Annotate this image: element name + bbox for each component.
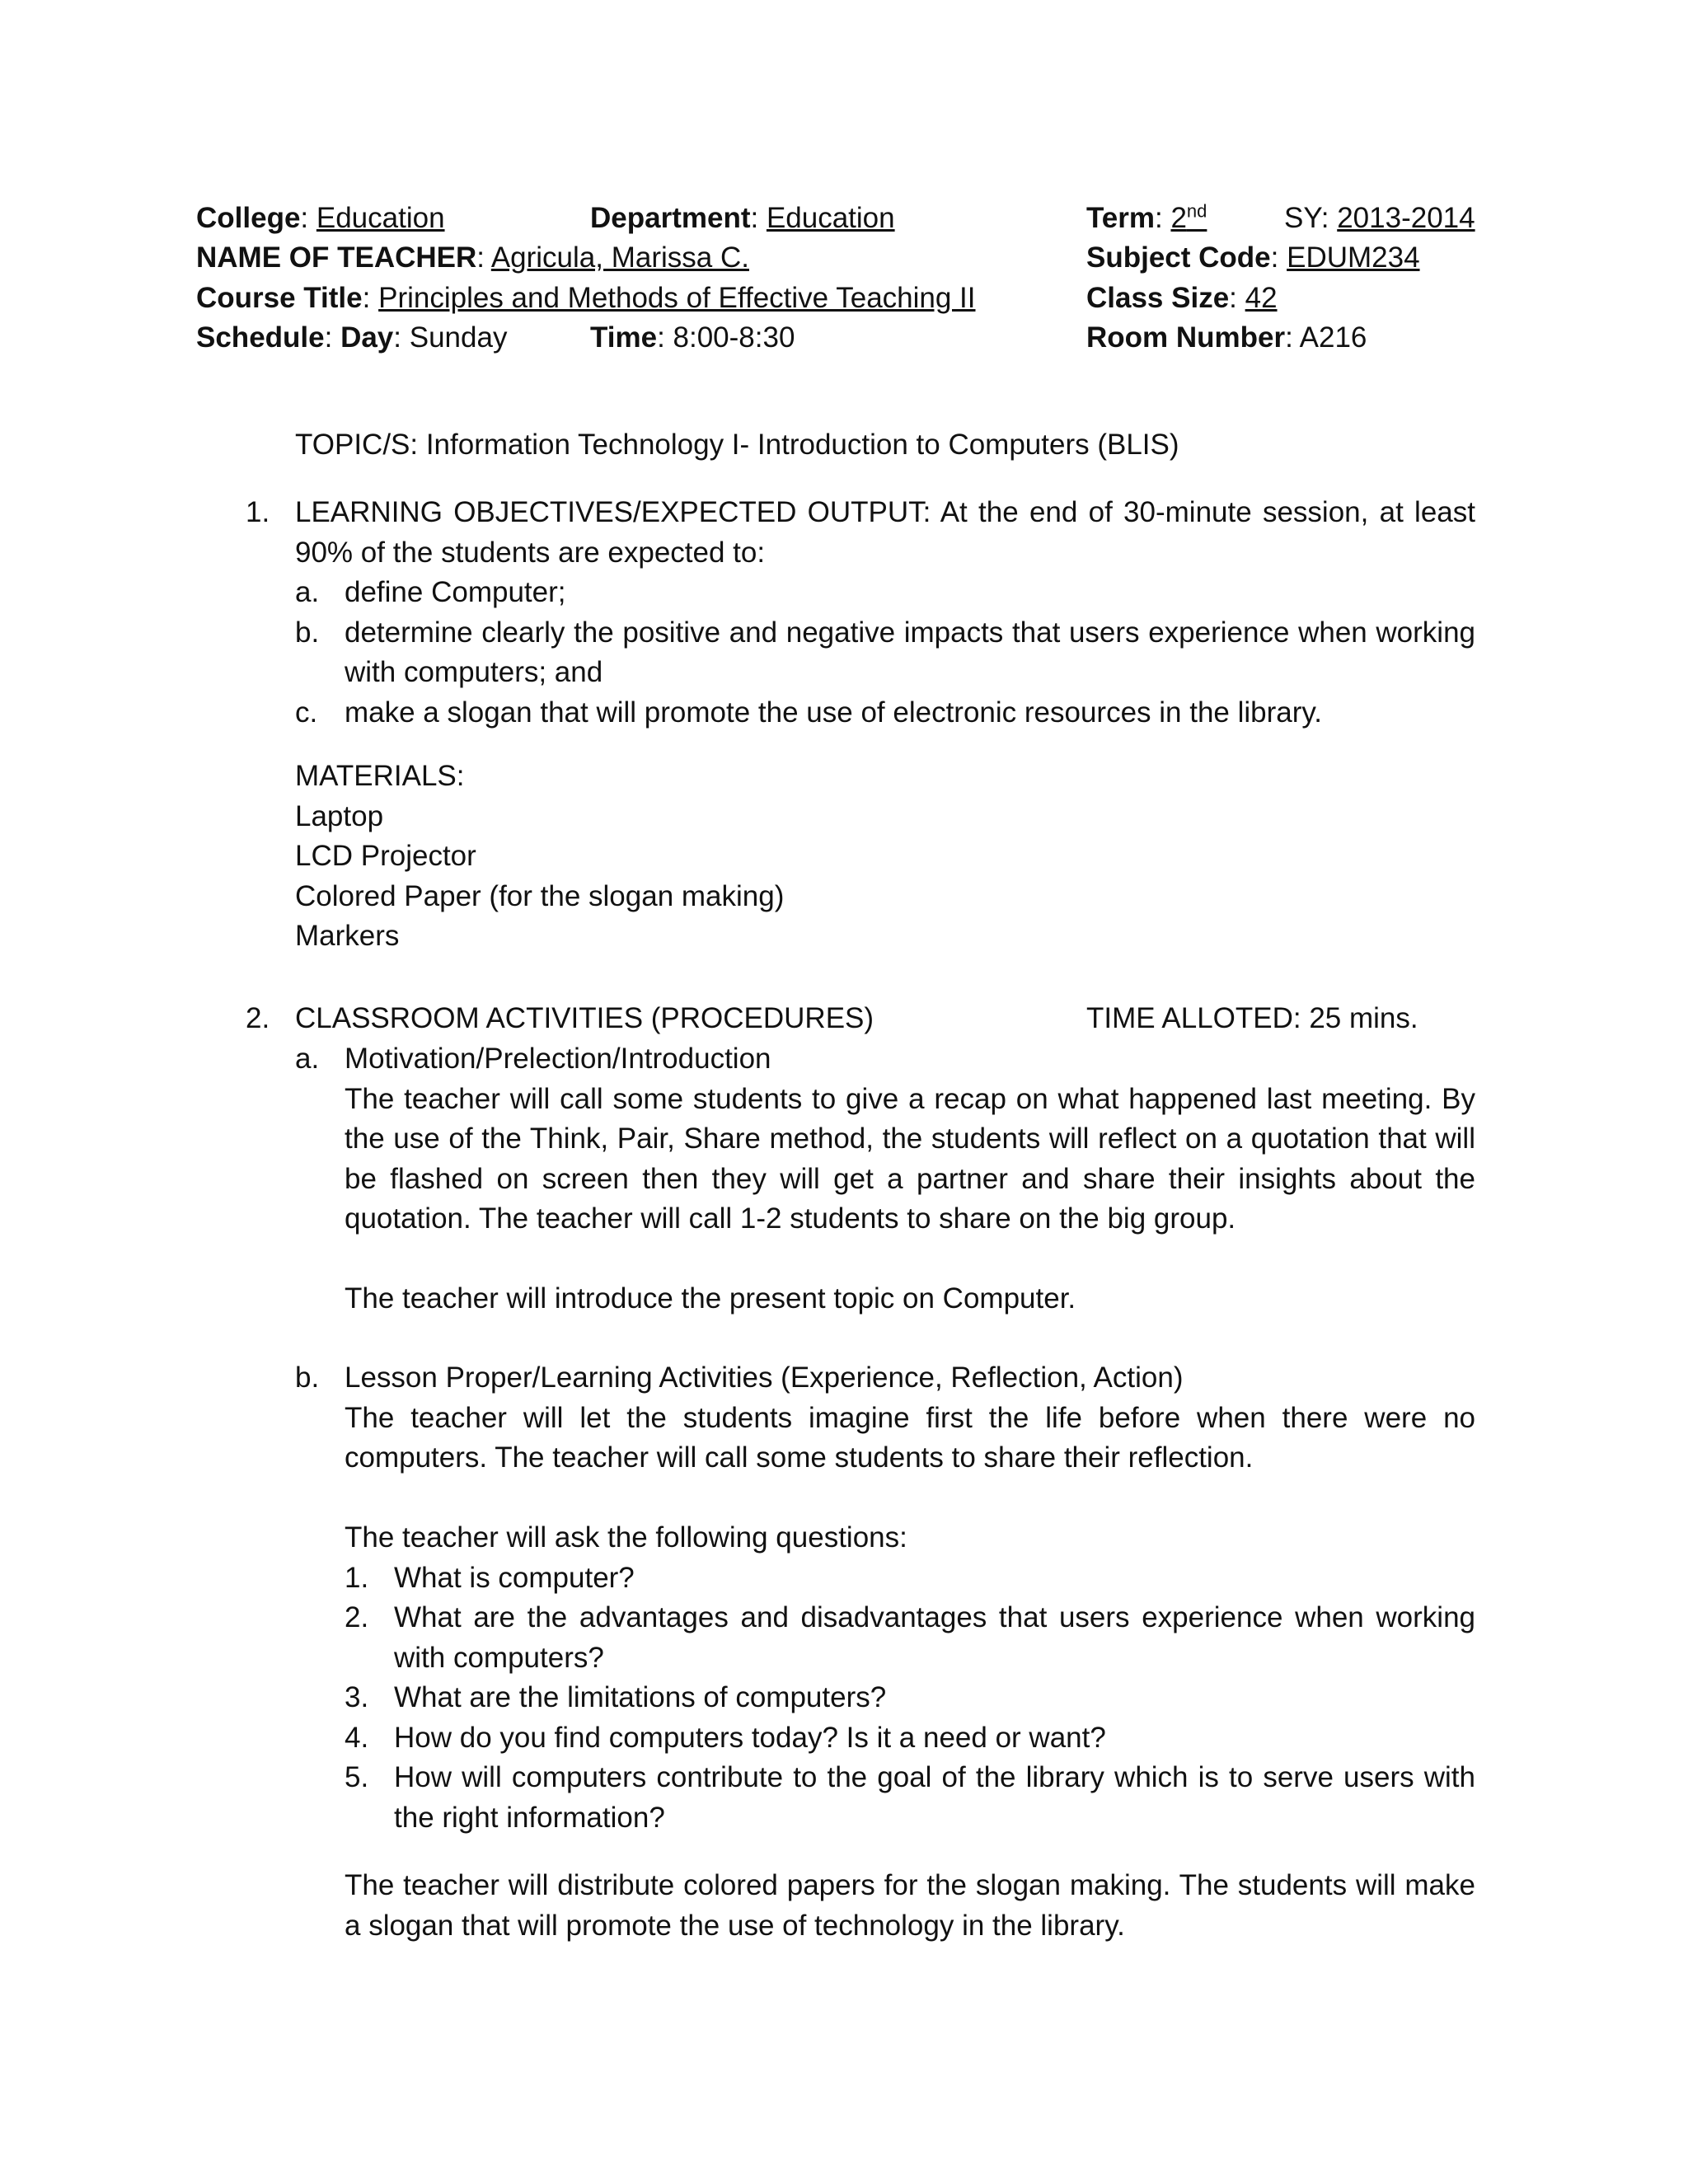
questions-list bbox=[345, 1558, 1475, 1839]
course-title-field: Course Title: Principles and Methods of Effective Teaching II bbox=[196, 282, 976, 314]
time-allotted: TIME ALLOTED: 25 mins. bbox=[1086, 1002, 1418, 1034]
time-field: Time: 8:00-8:30 bbox=[590, 321, 795, 354]
question-text: How will computers contribute to the goal of the library which is to serve users with the right information? bbox=[394, 1761, 1475, 1834]
room-value: A216 bbox=[1299, 321, 1367, 354]
topic-line: TOPIC/S: Information Technology I- Introduction to Computers (BLIS) bbox=[295, 429, 1179, 461]
question-item: 3. What are the limitations of computers? bbox=[345, 1678, 1475, 1718]
question-item: 5. How will computers contribute to the goal of the library which is to serve users with the right information? bbox=[345, 1758, 1475, 1838]
section2a-title: Motivation/Prelection/Introduction bbox=[345, 1043, 771, 1075]
materials-item: Laptop bbox=[295, 799, 384, 832]
schedule-label: Schedule bbox=[196, 321, 325, 354]
question-text: How do you find computers today? Is it a need or want? bbox=[394, 1721, 1106, 1754]
section2b-title: Lesson Proper/Learning Activities (Experience, Reflection, Action) bbox=[345, 1361, 1184, 1394]
materials-block bbox=[295, 757, 1475, 957]
section2b-body bbox=[345, 1358, 1475, 1946]
section2b-final-para: The teacher will distribute colored papers for the slogan making. The students will make a slogan that will promote the use of technology in the library. bbox=[345, 1869, 1475, 1942]
question-item: 1. What is computer? bbox=[345, 1558, 1475, 1599]
questions-intro: The teacher will ask the following questions: bbox=[345, 1521, 907, 1554]
room-field: Room Number: A216 bbox=[1086, 321, 1367, 354]
subject-code-field: Subject Code: EDUM234 bbox=[1086, 241, 1420, 274]
materials-heading: MATERIALS: bbox=[295, 760, 465, 792]
college-label: College bbox=[196, 202, 301, 234]
materials-item: Markers bbox=[295, 920, 400, 952]
college-field: College: Education bbox=[196, 202, 445, 234]
materials-item: Colored Paper (for the slogan making) bbox=[295, 879, 785, 912]
section2-title: CLASSROOM ACTIVITIES (PROCEDURES) bbox=[295, 1002, 874, 1034]
sy-field bbox=[1284, 199, 1475, 238]
question-text: What is computer? bbox=[394, 1561, 635, 1594]
sy-value: 2013-2014 bbox=[1337, 202, 1475, 234]
section2a-para1: The teacher will call some students to give a recap on what happened last meeting. By the use of the Think, Pair, Share method, the students will reflect on a quotation that will be flashed on screen then they will get a partner and share their insights about the quotation. The teacher will call 1-2 students to share on the big group. bbox=[345, 1082, 1475, 1235]
objectives-list bbox=[295, 573, 1475, 733]
time-value: 8:00-8:30 bbox=[673, 321, 795, 354]
day-value: Sunday bbox=[409, 321, 508, 354]
course-title-value: Principles and Methods of Effective Teaching II bbox=[378, 282, 976, 314]
section1-number: 1. bbox=[246, 496, 270, 528]
department-value: Education bbox=[766, 202, 895, 234]
question-item: 2. What are the advantages and disadvantages that users experience when working with computers? bbox=[345, 1598, 1475, 1678]
schedule-field: Schedule: Day: Sunday bbox=[196, 321, 508, 354]
section2b-label: b. bbox=[295, 1361, 320, 1394]
section1-text: LEARNING OBJECTIVES/EXPECTED OUTPUT: At the end of 30-minute session, at least 90% of the students are expected to: bbox=[295, 496, 1475, 569]
term-label: Term bbox=[1086, 202, 1155, 234]
teacher-label: NAME OF TEACHER bbox=[196, 241, 477, 274]
objective-text: make a slogan that will promote the use of electronic resources in the library. bbox=[345, 696, 1323, 729]
materials-item: LCD Projector bbox=[295, 840, 476, 872]
term-value: 2nd bbox=[1170, 200, 1207, 234]
section2a-body bbox=[345, 1039, 1475, 1319]
objective-text: determine clearly the positive and negative impacts that users experience when working with computers; and bbox=[345, 616, 1475, 688]
course-title-label: Course Title bbox=[196, 282, 363, 314]
section2b-para1: The teacher will let the students imagine first the life before when there were no computers. The teacher will call some students to share their reflection. bbox=[345, 1401, 1475, 1474]
room-label: Room Number bbox=[1086, 321, 1286, 354]
day-label: Day bbox=[340, 321, 394, 354]
college-value: Education bbox=[316, 202, 445, 234]
section2-number: 2. bbox=[246, 1002, 270, 1034]
teacher-field: NAME OF TEACHER: Agricula, Marissa C. bbox=[196, 241, 749, 274]
department-label: Department bbox=[590, 202, 751, 234]
class-size-value: 42 bbox=[1245, 282, 1278, 314]
question-text: What are the advantages and disadvantages that users experience when working with computers? bbox=[394, 1601, 1475, 1674]
section2a-para2: The teacher will introduce the present topic on Computer. bbox=[345, 1282, 1076, 1315]
objective-item: c. make a slogan that will promote the use of electronic resources in the library. bbox=[295, 693, 1475, 733]
subject-code-value: EDUM234 bbox=[1287, 241, 1420, 274]
time-label: Time bbox=[590, 321, 658, 354]
question-text: What are the limitations of computers? bbox=[394, 1681, 887, 1713]
objective-item: b. determine clearly the positive and negative impacts that users experience when working with computers; and bbox=[295, 613, 1475, 693]
objective-item: a. define Computer; bbox=[295, 573, 1475, 613]
subject-code-label: Subject Code bbox=[1086, 241, 1271, 274]
question-item: 4. How do you find computers today? Is it a need or want? bbox=[345, 1718, 1475, 1759]
teacher-value: Agricula, Marissa C. bbox=[490, 241, 749, 274]
department-field: Department: Education bbox=[590, 202, 895, 234]
class-size-label: Class Size bbox=[1086, 282, 1230, 314]
objective-text: define Computer; bbox=[345, 576, 566, 608]
class-size-field: Class Size: 42 bbox=[1086, 282, 1278, 314]
term-field: Term: 2nd bbox=[1086, 200, 1207, 234]
sy-label: SY: bbox=[1284, 202, 1329, 234]
section2a-label: a. bbox=[295, 1043, 320, 1075]
